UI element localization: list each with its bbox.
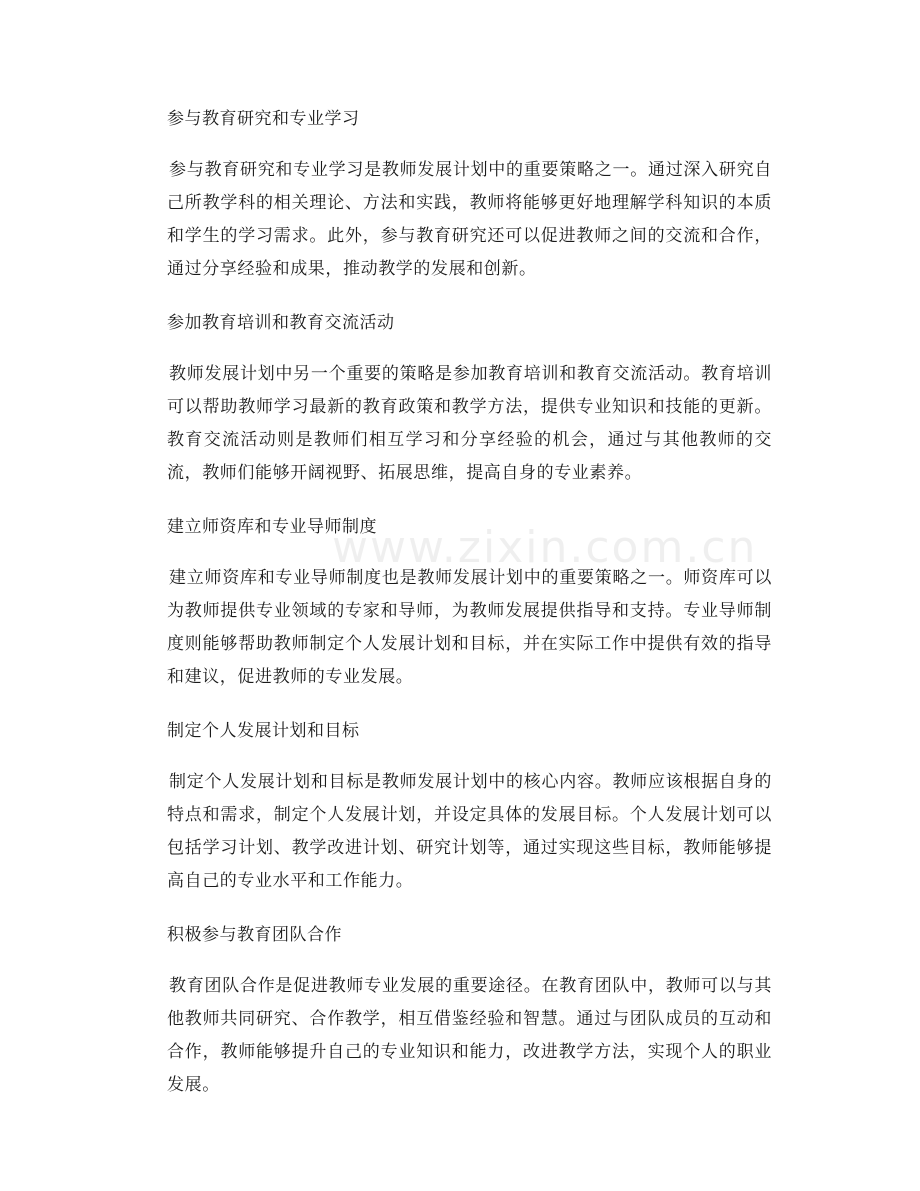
watermark: www.zixin.com.cn xyxy=(332,522,758,573)
section-heading: 建立师资库和专业导师制度 xyxy=(167,517,377,537)
section-heading: 参加教育培训和教育交流活动 xyxy=(167,313,395,333)
section-heading: 积极参与教育团队合作 xyxy=(167,925,342,945)
section-heading: 制定个人发展计划和目标 xyxy=(167,721,360,741)
section-paragraph: 教育团队合作是促进教师专业发展的重要途径。在教育团队中，教师可以与其他教师共同研究、合作教学，相互借鉴经验和智慧。通过与团队成员的互动和合作，教师能够提升自己的专业知识和能力，改进教学方法，实现个人的职业发展。 xyxy=(167,976,772,1095)
section-paragraph: 教师发展计划中另一个重要的策略是参加教育培训和教育交流活动。教育培训可以帮助教师学习最新的教育政策和教学方法，提供专业知识和技能的更新。教育交流活动则是教师们相互学习和分享经验的机会，通过与其他教师的交流，教师们能够开阔视野、拓展思维，提高自身的专业素养。 xyxy=(167,364,772,483)
section-paragraph: 制定个人发展计划和目标是教师发展计划中的核心内容。教师应该根据自身的特点和需求，制定个人发展计划，并设定具体的发展目标。个人发展计划可以包括学习计划、教学改进计划、研究计划等，通过实现这些目标，教师能够提高自己的专业水平和工作能力。 xyxy=(167,772,772,891)
section-heading: 参与教育研究和专业学习 xyxy=(167,109,360,129)
section-paragraph: 建立师资库和专业导师制度也是教师发展计划中的重要策略之一。师资库可以为教师提供专业领域的专家和导师，为教师发展提供指导和支持。专业导师制度则能够帮助教师制定个人发展计划和目标，并在实际工作中提供有效的指导和建议，促进教师的专业发展。 xyxy=(167,568,772,687)
document-body xyxy=(167,104,772,1102)
section-paragraph: 参与教育研究和专业学习是教师发展计划中的重要策略之一。通过深入研究自己所教学科的相关理论、方法和实践，教师将能够更好地理解学科知识的本质和学生的学习需求。此外，参与教育研究还可以促进教师之间的交流和合作，通过分享经验和成果，推动教学的发展和创新。 xyxy=(167,160,772,279)
